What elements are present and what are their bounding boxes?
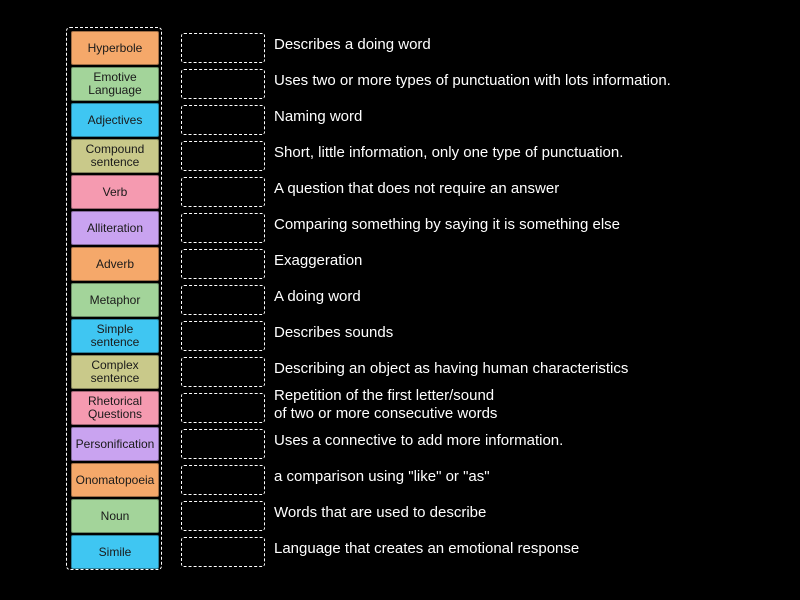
word-tile[interactable]: Adverb <box>71 247 159 281</box>
definition-text: A question that does not require an answer <box>274 180 560 197</box>
answer-drop-slot[interactable] <box>181 357 265 387</box>
answer-drop-slot[interactable] <box>181 249 265 279</box>
answer-drop-slot[interactable] <box>181 69 265 99</box>
answer-drop-slot[interactable] <box>181 33 265 63</box>
definition-text: Exaggeration <box>274 252 363 269</box>
word-bank <box>66 27 162 570</box>
word-tile[interactable]: Simple sentence <box>71 319 159 353</box>
word-tile[interactable]: Hyperbole <box>71 31 159 65</box>
answer-drop-slot[interactable] <box>181 177 265 207</box>
word-tile[interactable]: Alliteration <box>71 211 159 245</box>
definition-text: Repetition of the first letter/sound of two or more consecutive words <box>274 387 498 422</box>
word-tile[interactable]: Noun <box>71 499 159 533</box>
answer-drop-slot[interactable] <box>181 141 265 171</box>
word-tile[interactable]: Personification <box>71 427 159 461</box>
definition-text: a comparison using "like" or "as" <box>274 468 490 485</box>
word-tile[interactable]: Simile <box>71 535 159 569</box>
definition-text: Words that are used to describe <box>274 504 487 521</box>
definition-text: Describes a doing word <box>274 36 431 53</box>
definition-text: Describes sounds <box>274 324 394 341</box>
definition-text: Uses a connective to add more information. <box>274 432 564 449</box>
answer-drop-slot[interactable] <box>181 537 265 567</box>
word-tile[interactable]: Rhetorical Questions <box>71 391 159 425</box>
definition-text: A doing word <box>274 288 361 305</box>
definition-text: Short, little information, only one type of punctuation. <box>274 144 624 161</box>
word-tile[interactable]: Metaphor <box>71 283 159 317</box>
definition-text: Comparing something by saying it is something else <box>274 216 621 233</box>
definition-text: Language that creates an emotional response <box>274 540 580 557</box>
definition-text: Describing an object as having human characteristics <box>274 360 629 377</box>
word-tile[interactable]: Verb <box>71 175 159 209</box>
word-tile[interactable]: Complex sentence <box>71 355 159 389</box>
word-tile[interactable]: Compound sentence <box>71 139 159 173</box>
answer-drop-slot[interactable] <box>181 321 265 351</box>
answer-drop-slot[interactable] <box>181 429 265 459</box>
definition-text: Naming word <box>274 108 363 125</box>
word-tile[interactable]: Onomatopoeia <box>71 463 159 497</box>
answer-drop-slot[interactable] <box>181 285 265 315</box>
answer-drop-slot[interactable] <box>181 213 265 243</box>
word-tile[interactable]: Emotive Language <box>71 67 159 101</box>
word-tile[interactable]: Adjectives <box>71 103 159 137</box>
answer-drop-slot[interactable] <box>181 465 265 495</box>
answer-drop-slot[interactable] <box>181 501 265 531</box>
answer-drop-slot[interactable] <box>181 105 265 135</box>
answer-drop-slot[interactable] <box>181 393 265 423</box>
definition-text: Uses two or more types of punctuation with lots information. <box>274 72 671 89</box>
